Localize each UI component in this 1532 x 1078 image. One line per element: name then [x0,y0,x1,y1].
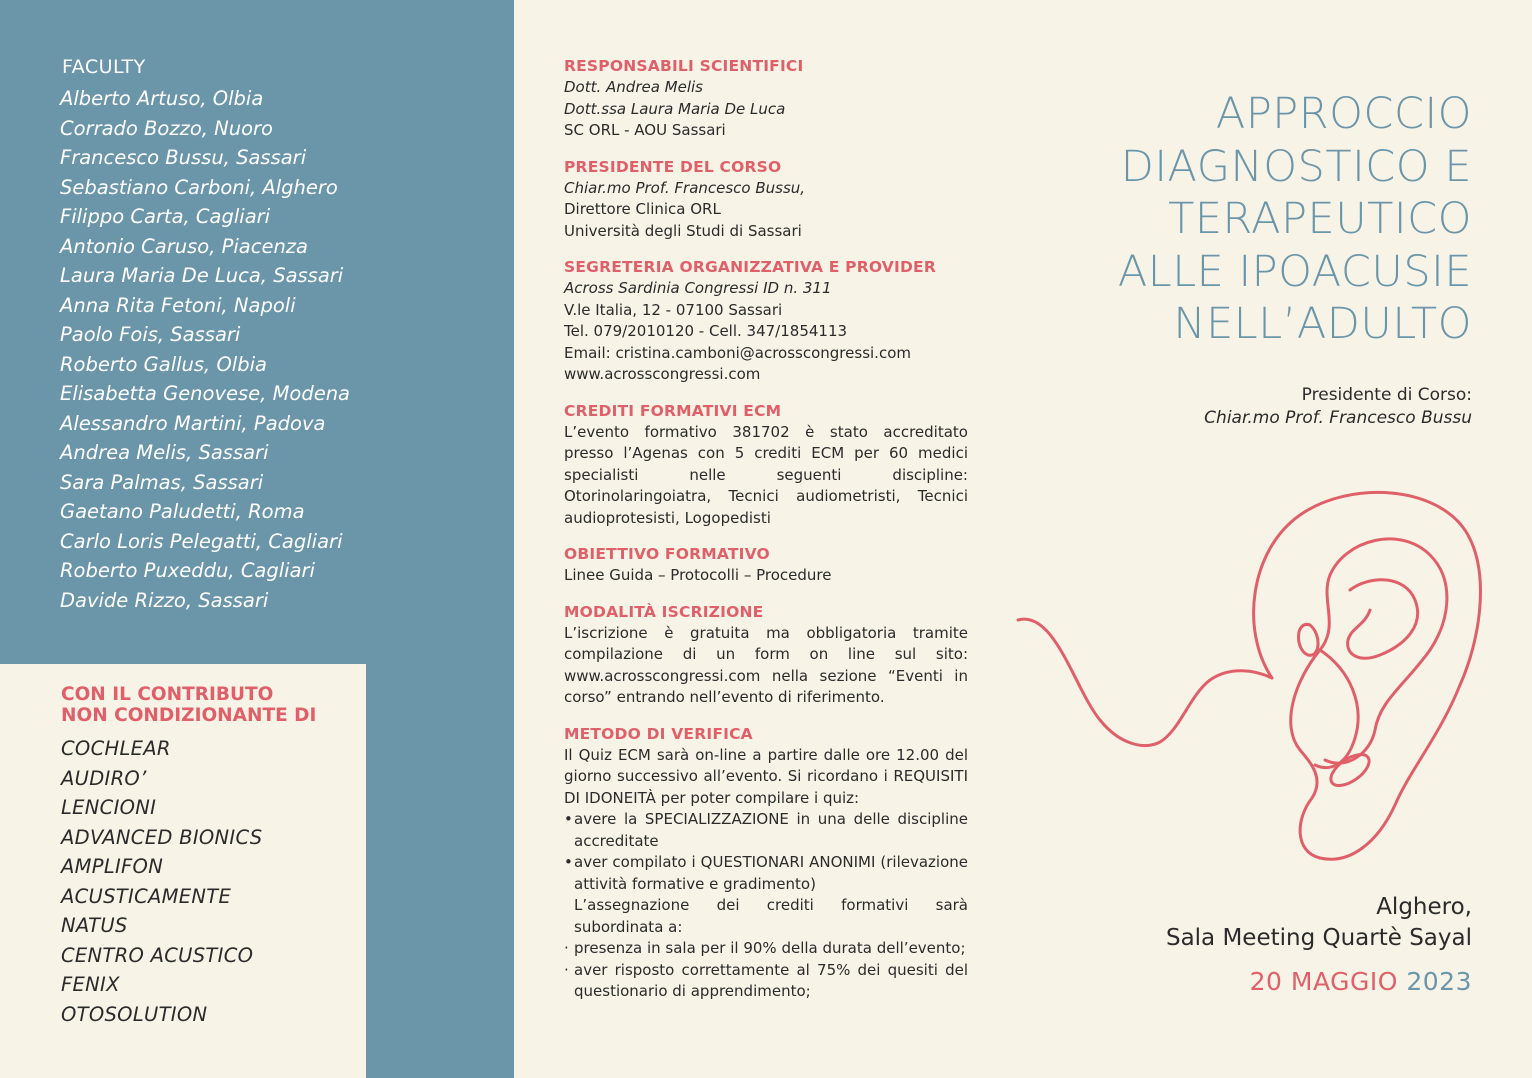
faculty-member: Davide Rizzo, Sassari [60,588,269,612]
section-title: SEGRETERIA ORGANIZZATIVA E PROVIDER [564,258,936,276]
faculty-member: Alessandro Martini, Padova [60,411,326,435]
sponsor-item: ADVANCED BIONICS [61,825,263,849]
president-name: Chiar.mo Prof. Francesco Bussu [1204,408,1472,428]
sponsor-item: AMPLIFON [61,855,164,878]
sponsor-item: NATUS [61,914,128,937]
condition-item: · aver risposto correttamente al 75% dei quesiti del questionario di apprendimento; [564,960,968,1003]
faculty-member: Sara Palmas, Sassari [60,470,264,494]
section-title: METODO DI VERIFICA [564,724,753,743]
presidente-role: Direttore Clinica ORL [564,200,721,218]
faculty-title: FACULTY [62,56,146,78]
presidente-name: Chiar.mo Prof. Francesco Bussu, [564,178,806,197]
venue-block [1166,892,1472,954]
section-presidente [564,157,968,243]
date-day-month: 20 MAGGIO [1249,967,1398,996]
faculty-member: Anna Rita Fetoni, Napoli [60,293,296,317]
provider-website: www.acrosscongressi.com [564,365,761,383]
sponsor-item: ACUSTICAMENTE [61,884,232,908]
requirements-list [564,809,968,895]
sponsor-item: FENIX [61,973,120,996]
faculty-member: Carlo Loris Pelegatti, Cagliari [60,529,343,553]
sponsor-item: AUDIRO’ [61,766,147,790]
course-title-line: DIAGNOSTICO E [1120,141,1472,192]
faculty-member: Roberto Gallus, Olbia [60,352,267,376]
faculty-member: Laura Maria De Luca, Sassari [60,264,344,287]
responsabili-affiliation: SC ORL - AOU Sassari [564,121,726,139]
faculty-member: Andrea Melis, Sassari [60,441,269,464]
section-title: PRESIDENTE DEL CORSO [564,157,782,176]
provider-name: Across Sardinia Congressi ID n. 311 [564,279,832,297]
section-crediti [564,401,968,530]
date-year: 2023 [1406,967,1472,996]
condition-item: · presenza in sala per il 90% della durata dell’evento; [564,938,968,960]
metodo-note: L’assegnazione dei crediti formativi sarà subordinata a: [574,896,968,936]
requirement-item: • avere la SPECIALIZZAZIONE in una delle discipline accreditate [564,809,968,852]
contributors-section [61,684,361,1029]
sponsor-list [61,734,361,1029]
faculty-member: Corrado Bozzo, Nuoro [60,116,273,140]
sponsor-item: LENCIONI [61,796,157,819]
faculty-member: Paolo Fois, Sassari [60,323,241,346]
conditions-list [564,938,968,1003]
section-title: OBIETTIVO FORMATIVO [564,545,770,563]
section-segreteria [564,257,968,386]
provider-address: V.le Italia, 12 - 07100 Sassari [564,300,783,319]
faculty-member: Gaetano Paludetti, Roma [60,500,305,523]
faculty-member: Francesco Bussu, Sassari [60,146,307,169]
president-label: Presidente di Corso: [1301,385,1472,405]
obiettivo-text: Linee Guida – Protocolli – Procedure [564,566,832,584]
info-column [564,56,968,1018]
section-title: MODALITÀ ISCRIZIONE [564,602,764,621]
course-title-line: ALLE IPOACUSIE [1117,246,1472,297]
section-obiettivo [564,544,968,587]
requirement-item: • aver compilato i QUESTIONARI ANONIMI (rilevazione attività formative e gradimento) [564,852,968,895]
sponsor-item: CENTRO ACUSTICO [61,943,254,967]
faculty-section [60,56,350,615]
provider-phone: Tel. 079/2010120 - Cell. 347/1854113 [564,322,848,340]
presidente-university: Università degli Studi di Sassari [564,221,802,240]
contributors-title [61,684,361,726]
section-metodo [564,724,968,1003]
section-modalita [564,602,968,709]
president-block [1204,384,1472,430]
section-title: RESPONSABILI SCIENTIFICI [564,57,804,75]
responsabile-2: Dott.ssa Laura Maria De Luca [564,99,786,118]
provider-email: Email: cristina.camboni@acrosscongressi.com [564,343,911,362]
course-title-line: TERAPEUTICO [1168,194,1472,244]
metodo-text: Il Quiz ECM sarà on-line a partire dalle ore 12.00 del giorno successivo all’evento. Si ricordano i REQUISITI DI IDONEITÀ per poter compilare i quiz: [564,745,968,807]
contributors-title-line1: CON IL CONTRIBUTO [61,684,274,705]
course-title-line: NELL’ADULTO [1173,299,1472,349]
course-title-line: APPROCCIO [1215,89,1472,139]
faculty-member: Roberto Puxeddu, Cagliari [60,559,315,582]
faculty-member: Elisabetta Genovese, Modena [60,382,351,405]
modalita-text: L’iscrizione è gratuita ma obbligatoria tramite compilazione di un form on line sul sito: www.acrosscongressi.com nella sezione “Eventi in corso” entrando nell’evento di riferimento. [564,623,968,706]
faculty-member: Antonio Caruso, Piacenza [60,234,308,258]
faculty-member: Alberto Artuso, Olbia [60,87,264,110]
faculty-member: Filippo Carta, Cagliari [60,205,271,228]
sponsor-item: COCHLEAR [61,737,171,760]
faculty-member: Sebastiano Carboni, Alghero [60,175,338,199]
section-responsabili [564,56,968,142]
course-title [1032,88,1472,351]
venue-city: Alghero, [1376,894,1472,920]
venue-name: Sala Meeting Quartè Sayal [1165,925,1472,951]
contributors-title-line2: NON CONDIZIONANTE DI [61,705,317,726]
crediti-text: L’evento formativo 381702 è stato accreditato presso l’Agenas con 5 crediti ECM per 60 medici specialisti nelle seguenti discipline: Otorinolaringoiatra, Tecnici audiometristi, Tecnici audioprotesisti, Logopedisti [564,422,968,527]
sponsor-item: OTOSOLUTION [61,1002,208,1026]
ear-icon [1010,480,1490,870]
event-date [1250,965,1472,999]
faculty-list [60,84,350,615]
section-title: CREDITI FORMATIVI ECM [564,401,782,420]
responsabile-1: Dott. Andrea Melis [564,78,703,96]
